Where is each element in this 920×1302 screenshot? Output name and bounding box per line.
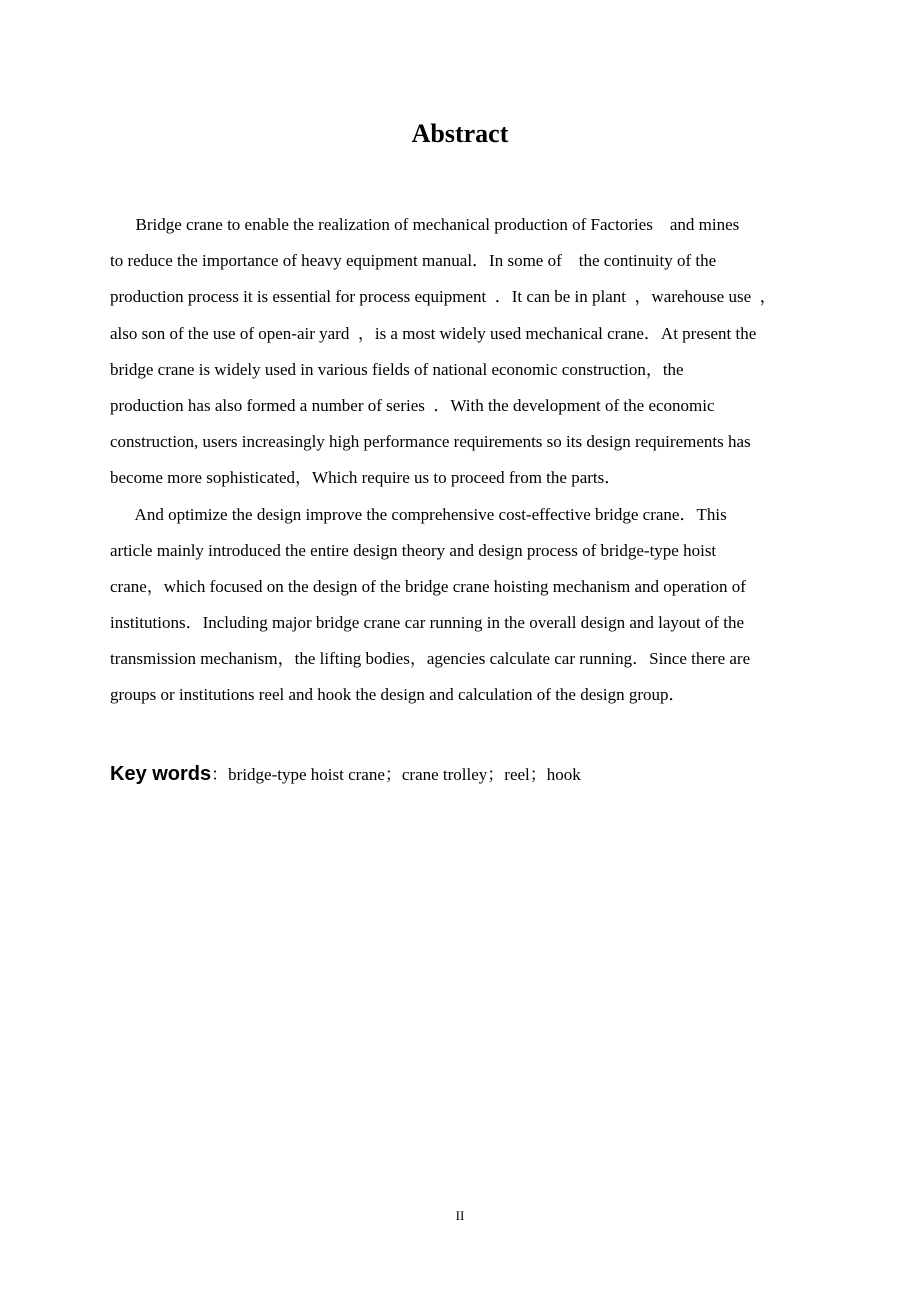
keywords-line: [110, 756, 828, 793]
abstract-line: also son of the use of open-air yard ，is a most widely used mechanical crane．At present the: [110, 323, 757, 343]
abstract-line: production process it is essential for process equipment ．It can be in plant ，warehouse use ，: [110, 287, 777, 307]
abstract-line: bridge crane is widely used in various fields of national economic construction，the: [110, 359, 684, 379]
abstract-line: transmission mechanism，the lifting bodies，agencies calculate car running．Since there are: [110, 649, 751, 669]
abstract-line: Bridge crane to enable the realization of mechanical production of Factories and mines: [110, 215, 740, 234]
keywords-text: bridge-type hoist crane；crane trolley；reel；hook: [228, 765, 581, 784]
abstract-line: institutions．Including major bridge crane car running in the overall design and layout of the: [110, 613, 745, 633]
abstract-body: [110, 207, 828, 714]
page-number: II: [455, 1208, 465, 1223]
abstract-line: production has also formed a number of series ．With the development of the economic: [110, 395, 715, 415]
keywords-separator: ：: [211, 765, 229, 784]
abstract-line: groups or institutions reel and hook the design and calculation of the design group．: [110, 685, 686, 705]
abstract-title: Abstract: [411, 119, 509, 148]
abstract-line: crane，which focused on the design of the bridge crane hoisting mechanism and operation of: [110, 576, 746, 596]
keywords-label: Key words: [110, 763, 212, 785]
abstract-line: And optimize the design improve the comprehensive cost-effective bridge crane．This: [110, 504, 727, 524]
abstract-line: become more sophisticated，Which require us to proceed from the parts．: [110, 468, 622, 488]
abstract-line: construction, users increasingly high performance requirements so its design requirements has: [110, 432, 751, 452]
abstract-line: article mainly introduced the entire design theory and design process of bridge-type hoist: [110, 540, 717, 560]
abstract-line: to reduce the importance of heavy equipment manual．In some of the continuity of the: [110, 251, 717, 271]
